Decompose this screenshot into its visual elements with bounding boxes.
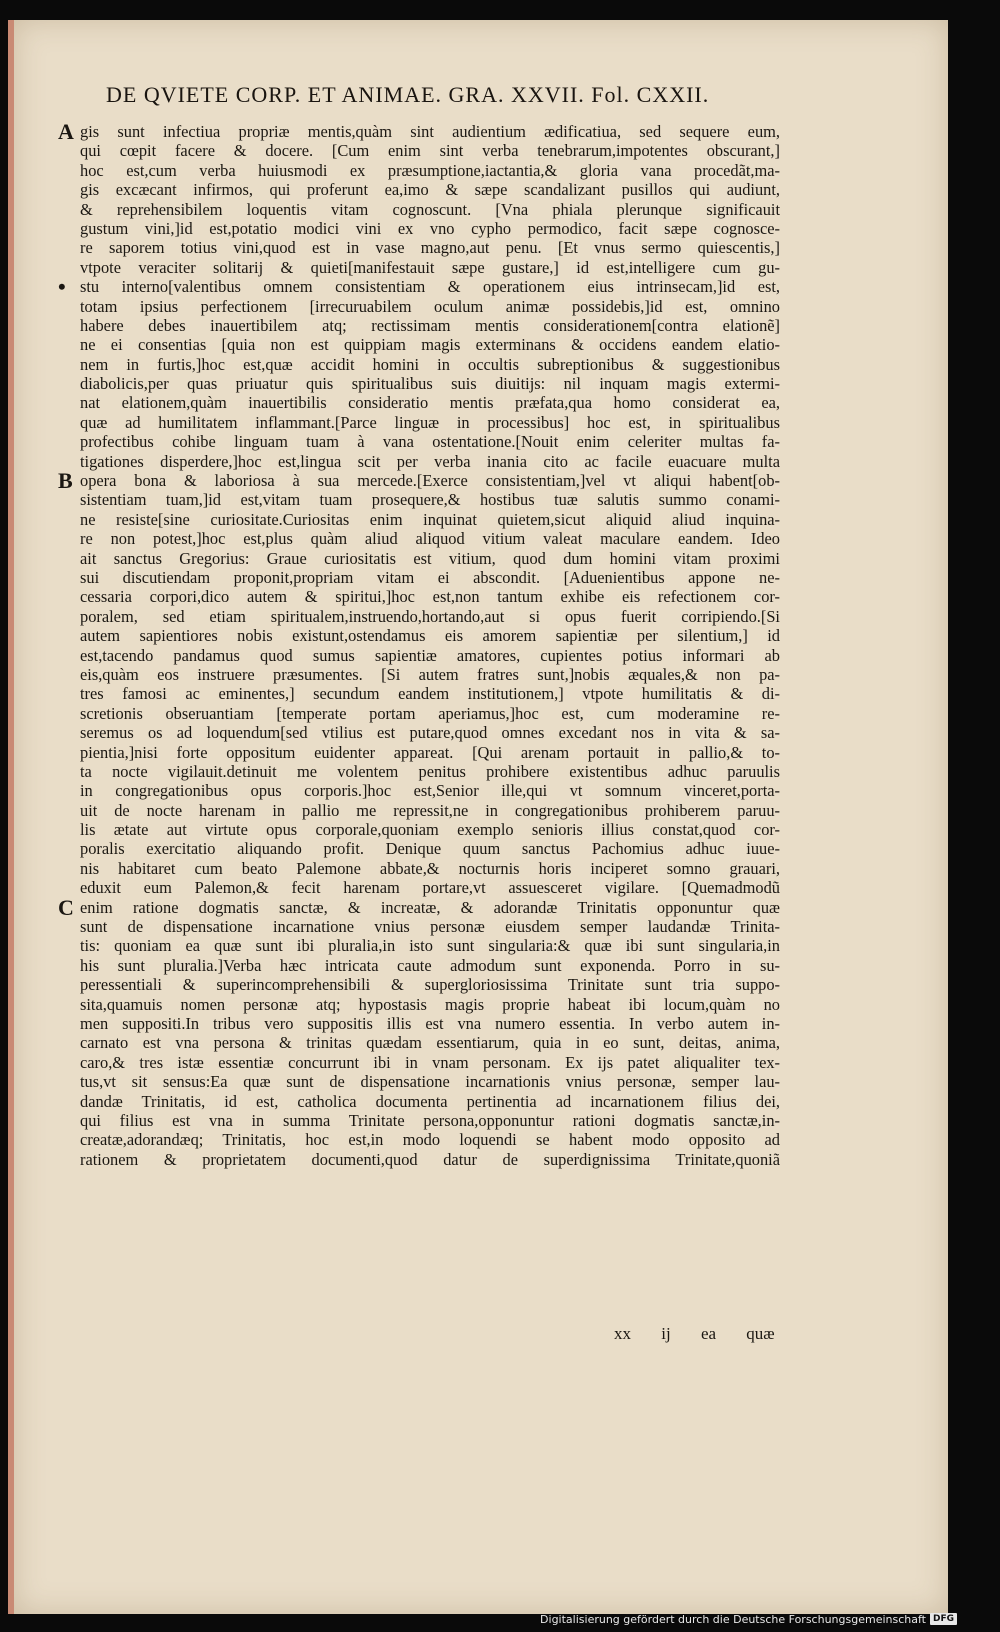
text-line: & reprehensibilem loquentis vitam cognoscunt. [Vna phiala plerunque significauit [80, 199, 780, 219]
text-line: ne ei consentias [quia non est quippiam magis exterminans & occidens eandem elatio- [80, 335, 780, 355]
margin-marker: A [58, 119, 74, 144]
text-line: cessaria corpori,dico autem & spiritui,]hoc est,non tantum exhibe eis refectionem cor- [80, 587, 780, 607]
text-line: ne resiste[sine curiositate.Curiositas enim inquinat quietem,sicut aliquid aliud inquina- [80, 509, 780, 529]
catchwords: xx ij ea quæ [614, 1324, 775, 1343]
text-line: lis ætate aut virtute opus corporale,quoniam exemplo senioris illius constat,quod cor- [80, 820, 780, 840]
text-line: peressentiali & superincomprehensibili & supergloriosissima Trinitate sunt tria suppo- [80, 975, 780, 995]
text-line: pientia,]nisi forte oppositum euidenter appareat. [Qui arenam portauit in pallio,& to- [80, 742, 780, 762]
text-line: nem in furtis,]hoc est,quæ accidit homini in occultis subreptionibus & suggestionibus [80, 354, 780, 374]
text-line: tigationes disperdere,]hoc est,lingua scit per verba inania cito ac facile euacuare multa [80, 451, 780, 471]
footer-credit-text: Digitalisierung gefördert durch die Deutsche Forschungsgemeinschaft [540, 1612, 926, 1626]
text-line: sita,quamuis nomen personæ atq; hypostasis magis proprie habeat ibi locum,quàm no [80, 994, 780, 1014]
text-line: opera bona & laboriosa à sua mercede.[Exerce consistentiam,]vel vt aliqui habent[ob- [80, 471, 780, 491]
text-line: qui filius est vna in summa Trinitate persona,opponuntur rationi dogmatis sanctæ,in- [80, 1110, 780, 1130]
text-line: ta nocte vigilauit.detinuit me volentem penitus prohibere existentibus adhuc paruulis [80, 761, 780, 781]
text-line: quæ ad humilitatem inflammant.[Parce linguæ in processibus] hoc est, in spiritualibus [80, 412, 780, 432]
text-line: tus,vt sit sensus:Ea quæ sunt de dispensatione incarnationis vnius personæ, semper lau- [80, 1072, 780, 1092]
text-line: stu interno[valentibus omnem consistentiam & operationem eius intrinsecam,]id est, [80, 277, 780, 297]
text-line: dandæ Trinitatis, id est, catholica documenta pertinentia ad incarnationem filius dei, [80, 1091, 780, 1111]
text-line: re saporem totius vini,quod est in vase magno,aut penu. [Et vnus sermo quiescentis,] [80, 238, 780, 258]
text-line: caro,& tres istæ essentiæ concurrunt ibi in vnam personam. Ex ijs patet aliqualiter tex- [80, 1052, 780, 1072]
text-line: his sunt pluralia.]Verba hæc intricata caute admodum sunt exponenda. Porro in su- [80, 955, 780, 975]
text-line: rationem & proprietatem documenti,quod datur de superdignissima Trinitate,quoniã [80, 1149, 780, 1169]
text-line: scretionis obseruantiam [temperate portam aperiamus,]hoc est, cum moderamine re- [80, 703, 780, 723]
text-line: qui cœpit facere & docere. [Cum enim sint verba tenebrarum,impotentes obscurant,] [80, 141, 780, 161]
footer-credit [540, 1610, 957, 1628]
text-line: sunt de dispensatione incarnatione vnius personæ eiusdem semper laudandæ Trinita- [80, 917, 780, 937]
text-line: eis,quàm eos instruere præsumentes. [Si autem fratres sunt,]nobis æquales,& non pa- [80, 664, 780, 684]
margin-marker: B [58, 468, 73, 494]
text-line: in congregationibus opus corporis.]hoc est,Senior ille,qui vt somnum vinceret,porta- [80, 781, 780, 801]
dfg-logo-icon: DFG [930, 1613, 957, 1625]
running-head: DE QVIETE CORP. ET ANIMAE. GRA. XXVII. Fol. CXXII. [106, 82, 710, 107]
text-line: uit de nocte harenam in pallio me repressit,ne in congregationibus prohiberem paruu- [80, 800, 780, 820]
text-line: tis: quoniam ea quæ sunt ibi pluralia,in isto sunt singularia:& quæ ibi sunt singularia,in [80, 936, 780, 956]
text-line: seremus os ad loquendum[sed vtilius est putare,quod omnes excedant nos in vita & sa- [80, 723, 780, 743]
text-line: vtpote veraciter solitarij & quieti[manifestauit sæpe gustare,] id est,intelligere cum gu- [80, 257, 780, 277]
text-line: men suppositi.In tribus vero suppositis illis est vna numero essentia. In verbo autem in- [80, 1013, 780, 1033]
text-line: tres famosi ac eminentes,] secundum eandem institutionem,] vtpote humilitatis & di- [80, 684, 780, 704]
margin-marker: C [58, 895, 74, 920]
text-line: gustum vini,]id est,potatio modici vini ex vno cypho permodico, facit sæpe cognosce- [80, 218, 780, 238]
text-line: gis excæcant infirmos, qui proferunt ea,imo & sæpe scandalizant pusillos qui audiunt, [80, 180, 780, 200]
text-line: nis habitaret cum beato Palemone abbate,& nocturnis horis inciperet somno grauari, [80, 858, 780, 878]
text-line: ait sanctus Gregorius: Graue curiositatis est vitium, quod dum homini vitam proximi [80, 548, 780, 568]
text-line: autem sapientiores nobis existunt,ostendamus eis amorem sapientiæ per silentium,] id [80, 626, 780, 646]
text-line: totam ipsius perfectionem [irrecuruabilem oculum animæ possidebis,]id est, omnino [80, 296, 780, 316]
text-line: diabolicis,per quas priuatur quis spiritualibus suis diuitijs: nil inquam magis extermi- [80, 374, 780, 394]
margin-marker: • [58, 274, 66, 300]
text-line: creatæ,adorandæq; Trinitatis, hoc est,in modo loquendi se habent modo opposito ad [80, 1130, 780, 1150]
text-line: carnato est vna persona & trinitas quædam essentiarum, quia in eo sunt, deitas, anima, [80, 1033, 780, 1053]
text-line: poralem, sed etiam spiritualem,instruendo,hortando,aut si opus fuerit corripiendo.[Si [80, 606, 780, 626]
text-line: habere debes inauertibilem atq; rectissimam mentis considerationem[contra elationẽ] [80, 315, 780, 335]
text-line: poralis exercitatio aliquando profit. Denique quum sanctus Pachomius adhuc iuue- [80, 839, 780, 859]
text-line: profectibus cohibe linguam tuam à vana ostentatione.[Nouit enim celeriter multas fa- [80, 432, 780, 452]
text-line: sistentiam tuam,]id est,vitam tuam prosequere,& hostibus tuæ salutis summo conami- [80, 490, 780, 510]
scanned-page [8, 20, 948, 1614]
text-line: gis sunt infectiua propriæ mentis,quàm sint audientium ædificatiua, sed sequere eum, [80, 122, 780, 141]
text-line: re non potest,]hoc est,plus quàm aliud aliquod vitium valeat maculare eandem. Ideo [80, 529, 780, 549]
text-line: sui discutiendam proponit,propriam vitam ei abscondit. [Aduenientibus appone ne- [80, 567, 780, 587]
text-line: nat elationem,quàm inauertibilis consideratio mentis præfata,qua homo considerat ea, [80, 393, 780, 413]
text-line: enim ratione dogmatis sanctæ, & increatæ, & adorandæ Trinitatis opponuntur quæ [80, 897, 780, 917]
text-line: eduxit eum Palemon,& fecit harenam portare,vt assuesceret vigilare. [Quemadmodũ [80, 878, 780, 898]
body-text [80, 122, 780, 1169]
text-line: hoc est,cum verba huiusmodi ex præsumptione,iactantia,& gloria vana procedãt,ma- [80, 160, 780, 180]
text-line: est,tacendo pandamus quod sumus sapientiæ amatores, cupientes potius informari ab [80, 645, 780, 665]
